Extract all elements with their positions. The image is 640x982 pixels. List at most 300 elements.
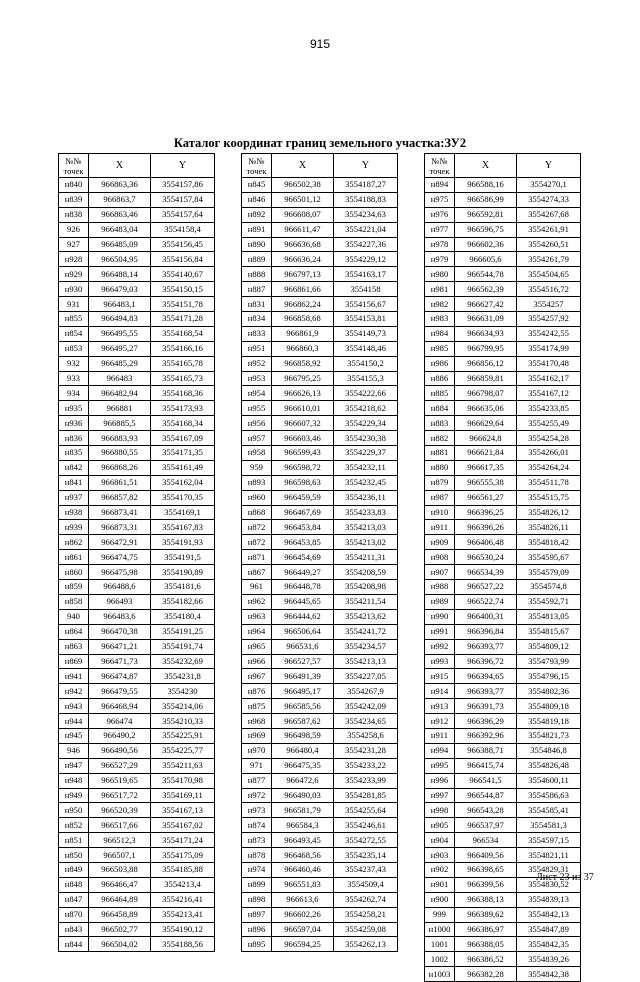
x-coordinate-cell: 966471,21 <box>89 639 151 654</box>
x-coordinate-cell: 966475,35 <box>272 758 334 773</box>
y-coordinate-cell: 3554592,71 <box>517 594 581 609</box>
point-number-cell: н888 <box>242 267 272 282</box>
point-number-cell: н835 <box>59 446 89 461</box>
x-coordinate-cell: 966398,65 <box>455 862 517 877</box>
point-number-cell: н950 <box>59 803 89 818</box>
point-number-cell: н841 <box>59 475 89 490</box>
point-number-cell: н915 <box>425 669 455 684</box>
y-coordinate-cell: 3554257,92 <box>517 312 581 327</box>
x-coordinate-cell: 966468,94 <box>89 699 151 714</box>
x-coordinate-cell: 966409,56 <box>455 848 517 863</box>
point-number-cell: н845 <box>242 178 272 193</box>
point-number-cell: 999 <box>425 907 455 922</box>
x-coordinate-cell: 966561,27 <box>455 490 517 505</box>
point-number-cell: н951 <box>242 341 272 356</box>
x-coordinate-cell: 966586,99 <box>455 192 517 207</box>
x-coordinate-cell: 966471,73 <box>89 654 151 669</box>
point-number-cell: н903 <box>425 848 455 863</box>
x-coordinate-cell: 966555,38 <box>455 475 517 490</box>
table-row <box>242 520 398 535</box>
y-coordinate-cell: 3554586,63 <box>517 788 581 803</box>
x-coordinate-cell: 966636,24 <box>272 252 334 267</box>
point-number-cell: н993 <box>425 654 455 669</box>
table-row <box>242 550 398 565</box>
point-number-cell: н1003 <box>425 967 455 982</box>
x-coordinate-cell: 966507,1 <box>89 848 151 863</box>
point-number-cell: н997 <box>425 788 455 803</box>
y-coordinate-cell: 3554574,8 <box>517 580 581 595</box>
table-row <box>425 475 581 490</box>
y-coordinate-cell: 3554168,54 <box>151 326 215 341</box>
point-number-cell: н851 <box>59 833 89 848</box>
point-number-cell: н852 <box>59 818 89 833</box>
point-number-cell: н987 <box>425 490 455 505</box>
table-row <box>425 326 581 341</box>
table-row <box>59 460 215 475</box>
header-x: X <box>455 154 517 178</box>
table-row <box>59 922 215 937</box>
x-coordinate-cell: 966534,39 <box>455 565 517 580</box>
table-row <box>425 848 581 863</box>
point-number-cell: н962 <box>242 594 272 609</box>
page-number: 915 <box>309 37 331 51</box>
x-coordinate-cell: 966467,69 <box>272 505 334 520</box>
table-row <box>59 594 215 609</box>
table-row <box>242 431 398 446</box>
y-coordinate-cell: 3554169,1 <box>151 505 215 520</box>
table-row <box>425 446 581 461</box>
x-coordinate-cell: 966519,65 <box>89 773 151 788</box>
table-row <box>59 401 215 416</box>
x-coordinate-cell: 966483 <box>89 371 151 386</box>
x-coordinate-cell: 966382,28 <box>455 967 517 982</box>
y-coordinate-cell: 3554169,11 <box>151 788 215 803</box>
y-coordinate-cell: 3554187,27 <box>334 178 398 193</box>
table-row <box>242 312 398 327</box>
table-row <box>242 788 398 803</box>
table-row <box>59 520 215 535</box>
y-coordinate-cell: 3554232,69 <box>151 654 215 669</box>
point-number-cell: н984 <box>425 326 455 341</box>
table-row <box>59 743 215 758</box>
x-coordinate-cell: 966562,39 <box>455 282 517 297</box>
table-row <box>59 267 215 282</box>
x-coordinate-cell: 966610,01 <box>272 401 334 416</box>
y-coordinate-cell: 3554830,52 <box>517 877 581 892</box>
point-number-cell: н840 <box>59 178 89 193</box>
table-row <box>59 728 215 743</box>
x-coordinate-cell: 966581,79 <box>272 803 334 818</box>
table-row <box>425 788 581 803</box>
point-number-cell: н880 <box>425 460 455 475</box>
x-coordinate-cell: 966596,75 <box>455 222 517 237</box>
x-coordinate-cell: 966472,91 <box>89 535 151 550</box>
x-coordinate-cell: 966631,09 <box>455 312 517 327</box>
x-coordinate-cell: 966626,13 <box>272 386 334 401</box>
point-number-cell: н868 <box>242 505 272 520</box>
x-coordinate-cell: 966624,8 <box>455 431 517 446</box>
point-number-cell: н897 <box>242 907 272 922</box>
y-coordinate-cell: 3554181,6 <box>151 580 215 595</box>
table-row <box>242 505 398 520</box>
table-row <box>425 550 581 565</box>
point-number-cell: н860 <box>59 565 89 580</box>
y-coordinate-cell: 3554229,34 <box>334 416 398 431</box>
point-number-cell: н966 <box>242 654 272 669</box>
y-coordinate-cell: 3554234,57 <box>334 639 398 654</box>
point-number-cell: н979 <box>425 252 455 267</box>
y-coordinate-cell: 3554153,81 <box>334 312 398 327</box>
point-number-cell: н943 <box>59 699 89 714</box>
table-row <box>425 282 581 297</box>
table-row <box>242 699 398 714</box>
table-row <box>242 907 398 922</box>
y-coordinate-cell: 3554262,74 <box>334 892 398 907</box>
y-coordinate-cell: 3554216,41 <box>151 892 215 907</box>
x-coordinate-cell: 966493,45 <box>272 833 334 848</box>
y-coordinate-cell: 3554235,14 <box>334 848 398 863</box>
x-coordinate-cell: 966602,26 <box>272 907 334 922</box>
y-coordinate-cell: 3554214,06 <box>151 699 215 714</box>
table-row <box>425 609 581 624</box>
y-coordinate-cell: 3554165,73 <box>151 371 215 386</box>
x-coordinate-cell: 966490,2 <box>89 728 151 743</box>
point-number-cell: н896 <box>242 922 272 937</box>
x-coordinate-cell: 966472,6 <box>272 773 334 788</box>
table-row <box>59 356 215 371</box>
x-coordinate-cell: 966881 <box>89 401 151 416</box>
table-row <box>59 431 215 446</box>
y-coordinate-cell: 3554211,31 <box>334 550 398 565</box>
table-row <box>59 773 215 788</box>
x-coordinate-cell: 966445,65 <box>272 594 334 609</box>
y-coordinate-cell: 3554170,48 <box>517 356 581 371</box>
point-number-cell: н942 <box>59 684 89 699</box>
y-coordinate-cell: 3554185,88 <box>151 862 215 877</box>
x-coordinate-cell: 966474,75 <box>89 550 151 565</box>
x-coordinate-cell: 966479,55 <box>89 684 151 699</box>
table-row <box>425 728 581 743</box>
header-point-number: №№ точек <box>242 154 272 178</box>
y-coordinate-cell: 3554157,64 <box>151 207 215 222</box>
table-row <box>242 207 398 222</box>
point-number-cell: н838 <box>59 207 89 222</box>
x-coordinate-cell: 966861,66 <box>272 282 334 297</box>
y-coordinate-cell: 3554150,2 <box>334 356 398 371</box>
x-coordinate-cell: 966534 <box>455 833 517 848</box>
table-row <box>242 475 398 490</box>
x-coordinate-cell: 966517,72 <box>89 788 151 803</box>
table-row <box>242 654 398 669</box>
table-row <box>425 312 581 327</box>
table-row <box>59 937 215 952</box>
point-number-cell: 940 <box>59 609 89 624</box>
table-row <box>59 192 215 207</box>
table-row <box>59 699 215 714</box>
y-coordinate-cell: 3554227,05 <box>334 669 398 684</box>
x-coordinate-cell: 966495,55 <box>89 326 151 341</box>
y-coordinate-cell: 3554267,9 <box>334 684 398 699</box>
table-row <box>242 937 398 952</box>
y-coordinate-cell: 3554167,02 <box>151 818 215 833</box>
x-coordinate-cell: 966388,13 <box>455 892 517 907</box>
table-row <box>242 922 398 937</box>
y-coordinate-cell: 3554165,78 <box>151 356 215 371</box>
x-coordinate-cell: 966527,29 <box>89 758 151 773</box>
point-number-cell: 926 <box>59 222 89 237</box>
table-row <box>425 386 581 401</box>
table-row <box>242 192 398 207</box>
table-row <box>242 862 398 877</box>
point-number-cell: н947 <box>59 758 89 773</box>
point-number-cell: н910 <box>425 505 455 520</box>
y-coordinate-cell: 3554796,15 <box>517 669 581 684</box>
x-coordinate-cell: 966544,78 <box>455 267 517 282</box>
point-number-cell: н831 <box>242 297 272 312</box>
table-row <box>425 431 581 446</box>
table-row <box>242 609 398 624</box>
x-coordinate-cell: 966396,72 <box>455 654 517 669</box>
table-row <box>59 222 215 237</box>
table-row <box>425 669 581 684</box>
y-coordinate-cell: 3554813,05 <box>517 609 581 624</box>
x-coordinate-cell: 966396,29 <box>455 714 517 729</box>
x-coordinate-cell: 966599,43 <box>272 446 334 461</box>
x-coordinate-cell: 966490,56 <box>89 743 151 758</box>
x-coordinate-cell: 966608,07 <box>272 207 334 222</box>
y-coordinate-cell: 3554171,35 <box>151 446 215 461</box>
table-row <box>242 639 398 654</box>
x-coordinate-cell: 966485,09 <box>89 237 151 252</box>
point-number-cell: н863 <box>59 639 89 654</box>
y-coordinate-cell: 3554168,34 <box>151 416 215 431</box>
y-coordinate-cell: 3554839,26 <box>517 952 581 967</box>
x-coordinate-cell: 966460,46 <box>272 862 334 877</box>
y-coordinate-cell: 3554241,72 <box>334 624 398 639</box>
x-coordinate-cell: 966502,38 <box>272 178 334 193</box>
point-number-cell: н889 <box>242 252 272 267</box>
point-number-cell: н864 <box>59 624 89 639</box>
x-coordinate-cell: 966474 <box>89 714 151 729</box>
point-number-cell: н872 <box>242 535 272 550</box>
table-row <box>59 550 215 565</box>
point-number-cell: н928 <box>59 252 89 267</box>
y-coordinate-cell: 3554516,72 <box>517 282 581 297</box>
y-coordinate-cell: 3554261,91 <box>517 222 581 237</box>
catalog-title: Каталог координат границ земельного участка:ЗУ2 <box>173 136 467 150</box>
table-row <box>242 252 398 267</box>
point-number-cell: н886 <box>425 371 455 386</box>
point-number-cell: н996 <box>425 773 455 788</box>
y-coordinate-cell: 3554225,91 <box>151 728 215 743</box>
table-row <box>59 907 215 922</box>
table-row <box>242 297 398 312</box>
y-coordinate-cell: 3554246,61 <box>334 818 398 833</box>
y-coordinate-cell: 3554157,84 <box>151 192 215 207</box>
x-coordinate-cell: 966863,36 <box>89 178 151 193</box>
x-coordinate-cell: 966485,29 <box>89 356 151 371</box>
point-number-cell: н846 <box>242 192 272 207</box>
y-coordinate-cell: 3554242,55 <box>517 326 581 341</box>
y-coordinate-cell: 3554233,83 <box>334 505 398 520</box>
y-coordinate-cell: 3554157,86 <box>151 178 215 193</box>
table-row <box>425 416 581 431</box>
x-coordinate-cell: 966394,65 <box>455 669 517 684</box>
point-number-cell: н895 <box>242 937 272 952</box>
table-row <box>425 460 581 475</box>
y-coordinate-cell: 3554191,25 <box>151 624 215 639</box>
point-number-cell: н992 <box>425 639 455 654</box>
table-row <box>59 877 215 892</box>
point-number-cell: н853 <box>59 341 89 356</box>
point-number-cell: н952 <box>242 356 272 371</box>
y-coordinate-cell: 3554175,09 <box>151 848 215 863</box>
y-coordinate-cell: 3554255,49 <box>517 416 581 431</box>
header-x: X <box>272 154 334 178</box>
table-row <box>242 178 398 193</box>
x-coordinate-cell: 966502,77 <box>89 922 151 937</box>
y-coordinate-cell: 3554229,12 <box>334 252 398 267</box>
point-number-cell: н945 <box>59 728 89 743</box>
table-row <box>425 922 581 937</box>
table-row <box>242 267 398 282</box>
point-number-cell: н881 <box>425 446 455 461</box>
table-row <box>59 624 215 639</box>
x-coordinate-cell: 966483,04 <box>89 222 151 237</box>
table-row <box>59 535 215 550</box>
x-coordinate-cell: 966396,25 <box>455 505 517 520</box>
x-coordinate-cell: 966483,1 <box>89 297 151 312</box>
y-coordinate-cell: 3554815,67 <box>517 624 581 639</box>
point-number-cell: н843 <box>59 922 89 937</box>
y-coordinate-cell: 3554270,1 <box>517 178 581 193</box>
y-coordinate-cell: 3554847,89 <box>517 922 581 937</box>
y-coordinate-cell: 3554222,66 <box>334 386 398 401</box>
y-coordinate-cell: 3554232,11 <box>334 460 398 475</box>
point-number-cell: н877 <box>242 773 272 788</box>
x-coordinate-cell: 966858,92 <box>272 356 334 371</box>
x-coordinate-cell: 966391,73 <box>455 699 517 714</box>
x-coordinate-cell: 966873,41 <box>89 505 151 520</box>
y-coordinate-cell: 3554188,56 <box>151 937 215 952</box>
y-coordinate-cell: 3554171,24 <box>151 833 215 848</box>
table-row <box>242 326 398 341</box>
point-number-cell: н854 <box>59 326 89 341</box>
table-row <box>425 505 581 520</box>
x-coordinate-cell: 966860,3 <box>272 341 334 356</box>
point-number-cell: н960 <box>242 490 272 505</box>
point-number-cell: н937 <box>59 490 89 505</box>
table-row <box>242 341 398 356</box>
y-coordinate-cell: 3554242,09 <box>334 699 398 714</box>
y-coordinate-cell: 3554821,11 <box>517 848 581 863</box>
y-coordinate-cell: 3554233,99 <box>334 773 398 788</box>
x-coordinate-cell: 966454,69 <box>272 550 334 565</box>
x-coordinate-cell: 966475,98 <box>89 565 151 580</box>
point-number-cell: н991 <box>425 624 455 639</box>
point-number-cell: н898 <box>242 892 272 907</box>
point-number-cell: н873 <box>242 833 272 848</box>
table-row <box>59 758 215 773</box>
y-coordinate-cell: 3554826,12 <box>517 505 581 520</box>
point-number-cell: н954 <box>242 386 272 401</box>
y-coordinate-cell: 3554162,17 <box>517 371 581 386</box>
point-number-cell: н862 <box>59 535 89 550</box>
point-number-cell: н913 <box>425 699 455 714</box>
point-number-cell: н855 <box>59 312 89 327</box>
y-coordinate-cell: 3554842,13 <box>517 907 581 922</box>
y-coordinate-cell: 3554233,85 <box>517 401 581 416</box>
x-coordinate-cell: 966617,35 <box>455 460 517 475</box>
y-coordinate-cell: 3554218,62 <box>334 401 398 416</box>
header-point-number: №№ точек <box>425 154 455 178</box>
table-row <box>425 818 581 833</box>
x-coordinate-cell: 966798,07 <box>455 386 517 401</box>
point-number-cell: н948 <box>59 773 89 788</box>
y-coordinate-cell: 3554213,03 <box>334 520 398 535</box>
y-coordinate-cell: 3554509,4 <box>334 877 398 892</box>
x-coordinate-cell: 966859,81 <box>455 371 517 386</box>
x-coordinate-cell: 966517,66 <box>89 818 151 833</box>
x-coordinate-cell: 966482,94 <box>89 386 151 401</box>
table-row <box>425 773 581 788</box>
point-number-cell: 933 <box>59 371 89 386</box>
y-coordinate-cell: 3554595,67 <box>517 550 581 565</box>
table-row <box>425 565 581 580</box>
table-row <box>59 416 215 431</box>
point-number-cell: н965 <box>242 639 272 654</box>
point-number-cell: н957 <box>242 431 272 446</box>
point-number-cell: н1000 <box>425 922 455 937</box>
y-coordinate-cell: 3554809,18 <box>517 699 581 714</box>
x-coordinate-cell: 966621,84 <box>455 446 517 461</box>
point-number-cell: н977 <box>425 222 455 237</box>
table-row <box>59 475 215 490</box>
x-coordinate-cell: 966464,89 <box>89 892 151 907</box>
y-coordinate-cell: 3554258,6 <box>334 728 398 743</box>
x-coordinate-cell: 966504,02 <box>89 937 151 952</box>
point-number-cell: н985 <box>425 341 455 356</box>
x-coordinate-cell: 966396,84 <box>455 624 517 639</box>
point-number-cell: н936 <box>59 416 89 431</box>
y-coordinate-cell: 3554230 <box>151 684 215 699</box>
point-number-cell: н834 <box>242 312 272 327</box>
table-row <box>242 446 398 461</box>
point-number-cell: н839 <box>59 192 89 207</box>
y-coordinate-cell: 3554258,21 <box>334 907 398 922</box>
x-coordinate-cell: 966880,55 <box>89 446 151 461</box>
point-number-cell: н998 <box>425 803 455 818</box>
x-coordinate-cell: 966883,93 <box>89 431 151 446</box>
point-number-cell: н885 <box>425 386 455 401</box>
x-coordinate-cell: 966468,56 <box>272 848 334 863</box>
point-number-cell: н958 <box>242 446 272 461</box>
point-number-cell: н883 <box>425 416 455 431</box>
table-row <box>242 460 398 475</box>
x-coordinate-cell: 966797,13 <box>272 267 334 282</box>
y-coordinate-cell: 3554281,85 <box>334 788 398 803</box>
x-coordinate-cell: 966396,26 <box>455 520 517 535</box>
point-number-cell: н956 <box>242 416 272 431</box>
table-row <box>425 758 581 773</box>
x-coordinate-cell: 966393,77 <box>455 684 517 699</box>
table-row <box>425 356 581 371</box>
table-row <box>242 818 398 833</box>
point-number-cell: н975 <box>425 192 455 207</box>
table-row <box>242 371 398 386</box>
table-row <box>425 907 581 922</box>
y-coordinate-cell: 3554191,74 <box>151 639 215 654</box>
